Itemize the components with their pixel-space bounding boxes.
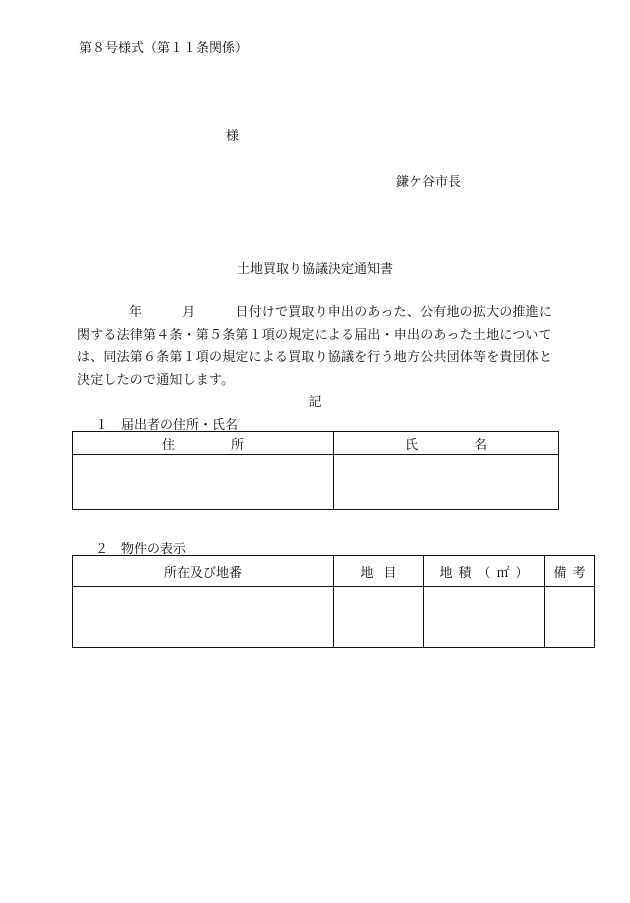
- table-row: [73, 455, 559, 510]
- notice-body-text: 日付けで買取り申出のあった、公有地の拡大の推進に関する法律第４条・第５条第１項の規定による届出・申出のあった土地については、同法第６条第１項の規定による買取り協議を行う地方公共団体等を貴団体と決定したので通知します。: [77, 305, 553, 388]
- name-header: [334, 432, 559, 455]
- table-row: [73, 587, 595, 648]
- name-cell: [334, 455, 559, 510]
- land-category-header: [334, 556, 424, 587]
- remarks-cell: [545, 587, 595, 648]
- land-area-header-label: 地積（㎡）: [439, 565, 535, 581]
- applicant-table: [72, 431, 559, 510]
- form-number: 第８号様式（第１１条関係）: [79, 41, 249, 56]
- location-cell: [73, 587, 334, 648]
- property-table: [72, 555, 595, 648]
- section2-heading: ２ 物件の表示: [95, 542, 187, 557]
- address-header: [73, 432, 334, 455]
- land-category-header-label: 地目: [360, 565, 407, 581]
- land-area-header: [424, 556, 545, 587]
- notice-body: [77, 302, 557, 392]
- land-area-cell: [424, 587, 545, 648]
- address-header-label: 住所: [161, 437, 300, 453]
- issuer-name: 鎌ケ谷市長: [396, 175, 462, 190]
- location-header: 所在及び地番: [73, 556, 334, 587]
- ki-marker: 記: [308, 395, 322, 410]
- land-category-cell: [334, 587, 424, 648]
- document-title: 土地買取り協議決定通知書: [236, 262, 393, 277]
- name-header-label: 氏名: [404, 437, 543, 453]
- remarks-header: [545, 556, 595, 587]
- address-cell: [73, 455, 334, 510]
- month-label: 月: [182, 305, 196, 320]
- remarks-header-label: 備考: [553, 565, 592, 581]
- year-label: 年: [129, 305, 143, 320]
- property-table-header: [73, 556, 595, 587]
- addressee-suffix: 様: [226, 129, 240, 144]
- section1-heading: １ 届出者の住所・氏名: [95, 418, 239, 433]
- applicant-table-header: [73, 432, 559, 455]
